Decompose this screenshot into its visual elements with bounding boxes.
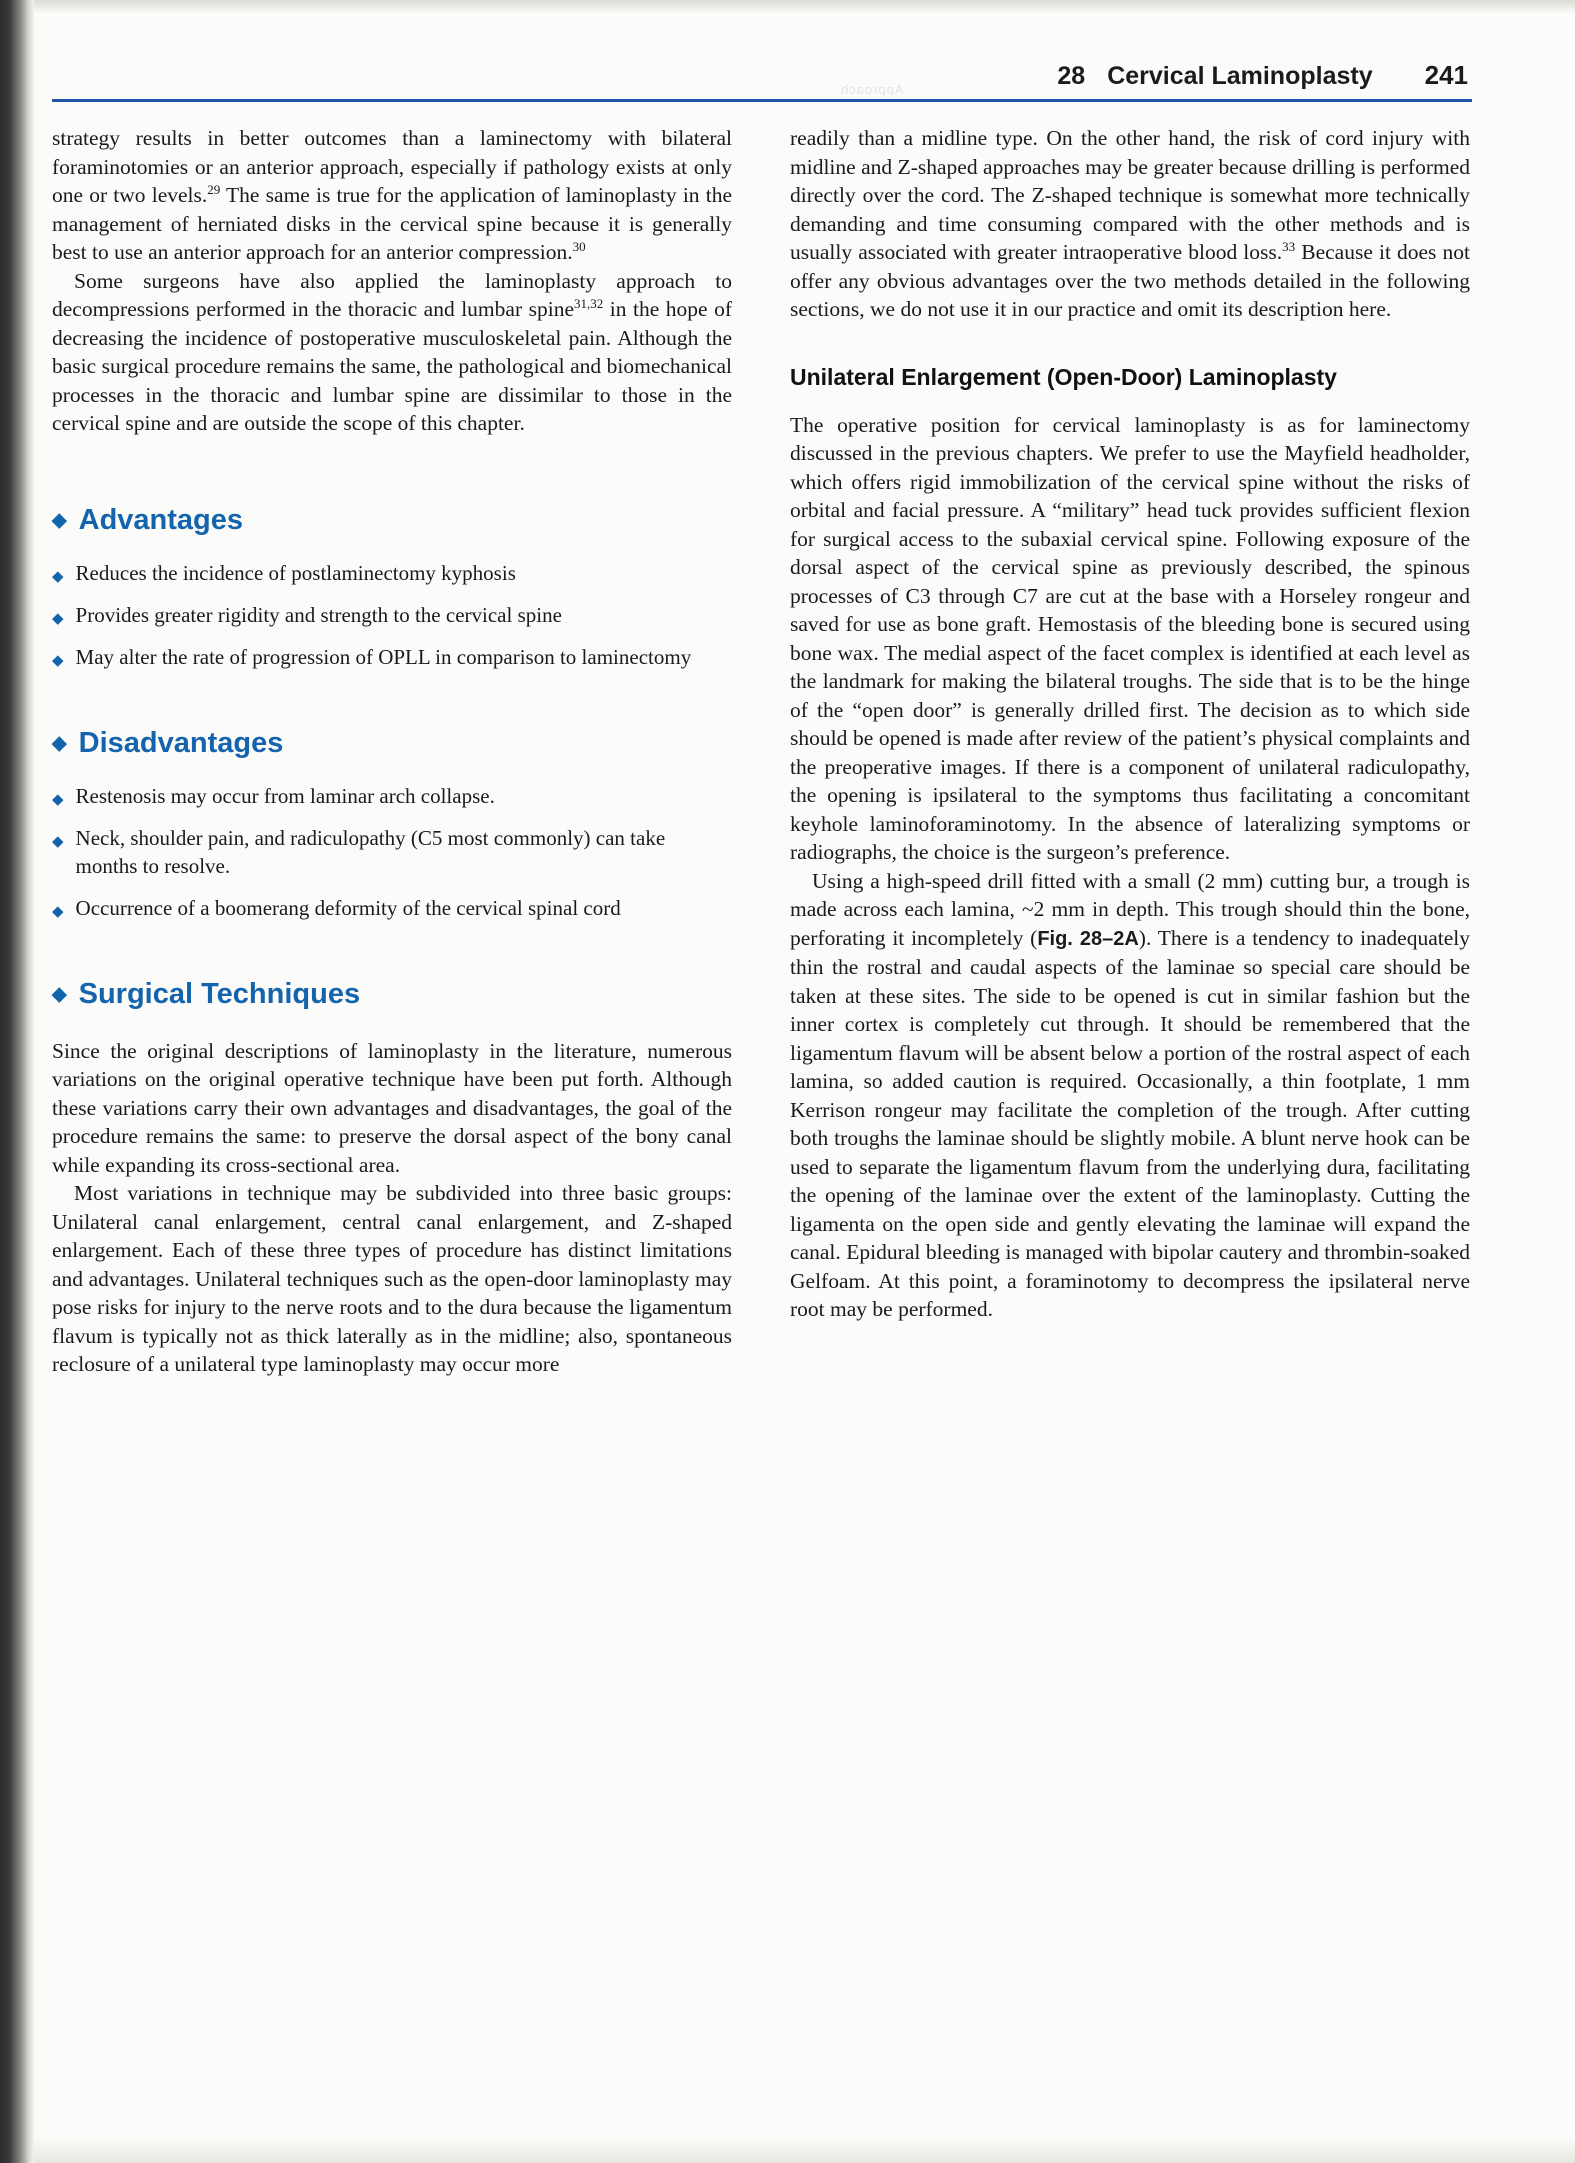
list-item bbox=[52, 643, 732, 671]
diamond-bullet-icon: ◆ bbox=[52, 568, 64, 585]
running-head bbox=[52, 60, 1472, 99]
section-heading-advantages bbox=[52, 504, 732, 537]
list-item-text: Neck, shoulder pain, and radiculopathy (C5 most commonly) can take months to resolve. bbox=[75, 825, 666, 878]
list-item bbox=[52, 782, 732, 810]
section-heading-label: Disadvantages bbox=[78, 726, 284, 759]
section-heading-label: Surgical Techniques bbox=[78, 977, 361, 1010]
section-surgical-techniques bbox=[52, 978, 732, 1379]
list-item bbox=[52, 559, 732, 587]
list-item-text: Provides greater rigidity and strength to the cervical spine bbox=[75, 602, 562, 627]
list-item-text: Restenosis may occur from laminar arch collapse. bbox=[75, 783, 495, 808]
chapter-title: Cervical Laminoplasty bbox=[1107, 62, 1373, 90]
diamond-bullet-icon: ◆ bbox=[52, 983, 67, 1005]
list-item bbox=[52, 824, 732, 880]
list-item-text: Reduces the incidence of postlaminectomy kyphosis bbox=[75, 560, 516, 585]
paragraph: Most variations in technique may be subdivided into three basic groups: Unilateral canal enlargement, central canal enlargement, and Z-shaped enlargement. Each of these three types of procedure has distinct limitations and advantages. Unilateral techniques such as the open-door laminoplasty may pose risks for injury to the nerve roots and to the dura because the ligamentum flavum is typically not as thick laterally as in the midline; also, spontaneous reclosure of a unilateral type laminoplasty may occur more bbox=[52, 1181, 732, 1376]
disadvantages-list bbox=[52, 782, 732, 922]
diamond-bullet-icon: ◆ bbox=[52, 732, 67, 754]
diamond-bullet-icon: ◆ bbox=[52, 652, 64, 669]
section-heading-surgical-techniques bbox=[52, 978, 732, 1011]
page-number: 241 bbox=[1424, 60, 1468, 90]
section-heading-label: Advantages bbox=[78, 503, 244, 536]
left-column bbox=[52, 124, 732, 1379]
paragraph: Since the original descriptions of laminoplasty in the literature, numerous variations on the original operative technique have been put forth. Although these variations carry their own advantages and disadvantages, the goal of the procedure remains the same: to preserve the dorsal aspect of the bony canal while expanding its cross-sectional area. bbox=[52, 1038, 732, 1177]
list-item-text: Occurrence of a boomerang deformity of the cervical spinal cord bbox=[75, 895, 621, 920]
figure-reference: Fig. 28–2A bbox=[1037, 927, 1139, 950]
page-top-shadow bbox=[34, 0, 1575, 14]
right-column bbox=[790, 124, 1470, 1379]
section-advantages bbox=[52, 504, 732, 671]
book-binding-edge bbox=[0, 0, 34, 2163]
header-rule bbox=[52, 99, 1472, 102]
paragraph: Some surgeons have also applied the laminoplasty approach to decompressions performed in the thoracic and lumbar spine$^{31,32}$ in the hope of decreasing the incidence of postoperative musculoskeletal pain. Although the basic surgical procedure remains the same, the pathological and biomechanical processes in the thoracic and lumbar spine are dissimilar to those in the cervical spine and are outside the scope of this chapter. bbox=[52, 268, 732, 435]
section-disadvantages bbox=[52, 727, 732, 922]
list-item-text: May alter the rate of progression of OPLL in comparison to laminectomy bbox=[75, 644, 692, 669]
diamond-bullet-icon: ◆ bbox=[52, 610, 64, 627]
list-item bbox=[52, 601, 732, 629]
paragraph-continuation: readily than a midline type. On the other hand, the risk of cord injury with midline and Z-shaped approaches may be greater because drilling is performed directly over the cord. The Z-shaped technique is somewhat more technically demanding and time consuming compared with the other methods and is usually associated with greater intraoperative blood loss.$^{33}$ Because it does not offer any obvious advantages over the two methods detailed in the following sections, we do not use it in our practice and omit its description here. bbox=[790, 126, 1470, 321]
list-item bbox=[52, 894, 732, 922]
diamond-bullet-icon: ◆ bbox=[52, 791, 64, 808]
paragraph: Using a high-speed drill fitted with a small (2 mm) cutting bur, a trough is made across each lamina, ~2 mm in depth. This trough should thin the bone, perforating it incompletely (Fig. 28–2A). There is a tendency to inadequately thin the rostral and caudal aspects of the laminae so special care should be taken at these sites. The side to be opened is cut in similar fashion but the inner cortex is completely cut through. It should be remembered that the ligamentum flavum will be absent below a portion of the rostral aspect of each lamina, so added caution is required. Occasionally, a thin footplate, 1 mm Kerrison rongeur may facilitate the completion of the trough. After cutting both troughs the laminae should be slightly mobile. A blunt nerve hook can be used to separate the ligamentum flavum from the underlying dura, facilitating the opening of the laminae over the extent of the laminoplasty. Cutting the ligamenta on the open side and gently elevating the laminae will expand the canal. Epidural bleeding is managed with bipolar cautery and thrombin-soaked Gelfoam. At this point, a foraminotomy to decompress the ipsilateral nerve root may be performed. bbox=[790, 868, 1470, 1321]
diamond-bullet-icon: ◆ bbox=[52, 833, 64, 850]
page-content bbox=[52, 60, 1472, 1379]
subsection-heading: Unilateral Enlargement (Open-Door) Laminoplasty bbox=[790, 363, 1337, 390]
left-body-text bbox=[52, 124, 732, 438]
page-bottom-shadow bbox=[34, 2137, 1575, 2163]
bleed-through-text: Approach bbox=[840, 82, 904, 97]
paragraph: The operative position for cervical laminoplasty is as for laminectomy discussed in the previous chapters. We prefer to use the Mayfield headholder, which offers rigid immobilization of the cervical spine without the risks of orbital and facial pressure. A “military” head tuck provides sufficient flexion for surgical access to the subaxial cervical spine. Following exposure of the dorsal aspect of the cervical spine as previously described, the spinous processes of C3 through C7 are cut at the base with a Horseley rongeur and saved for use as bone graft. Hemostasis of the bleeding bone is secured using bone wax. The medial aspect of the facet complex is identified at each level as the landmark for making the bilateral troughs. The side that is to be the hinge of the “open door” is generally drilled first. The decision as to which side should be opened is made after review of the patient’s physical complaints and the preoperative images. If there is a component of unilateral radiculopathy, the opening is ipsilateral to the symptoms thus facilitating a concomitant keyhole laminoforaminotomy. In the absence of lateralizing symptoms or radiographs, the choice is the surgeon’s preference. bbox=[790, 412, 1470, 864]
diamond-bullet-icon: ◆ bbox=[52, 509, 67, 531]
paragraph-continuation: strategy results in better outcomes than a laminectomy with bilateral foraminotomies or an anterior approach, especially if pathology exists at only one or two levels.$^{29}$ The same is true for the application of laminoplasty in the management of herniated disks in the cervical spine because it is generally best to use an anterior approach for an anterior compression.$^{30}$ bbox=[52, 126, 732, 264]
two-column-layout bbox=[52, 124, 1472, 1379]
diamond-bullet-icon: ◆ bbox=[52, 903, 64, 920]
advantages-list bbox=[52, 559, 732, 671]
section-heading-disadvantages bbox=[52, 727, 732, 760]
chapter-number: 28 bbox=[1057, 62, 1086, 90]
